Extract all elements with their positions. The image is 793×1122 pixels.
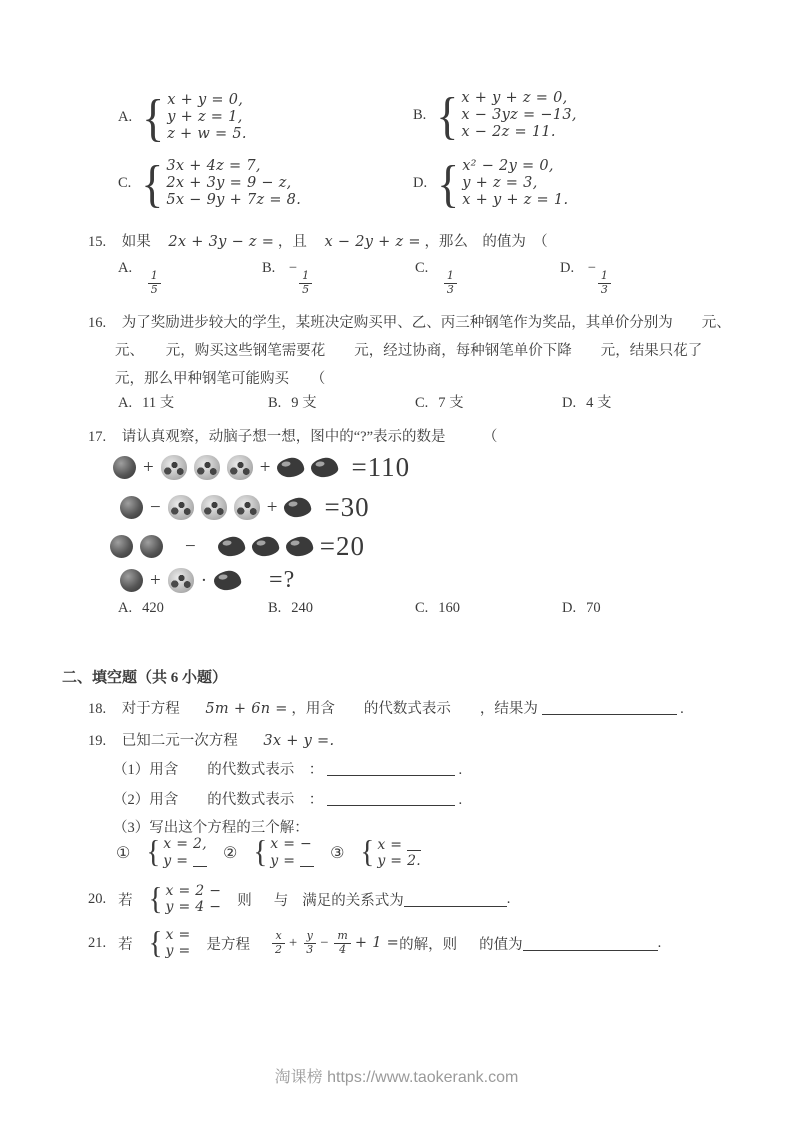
expression-tail: + 1 = (354, 935, 400, 951)
equation-line: 2x + 3y = 9 − z, (166, 175, 292, 191)
shoe-icon (217, 535, 246, 557)
puzzle-row-2 (120, 492, 370, 523)
answer-blank (404, 892, 507, 907)
fraction-denominator: 3 (306, 942, 314, 956)
fraction-denominator: 3 (600, 282, 608, 296)
fraction (334, 930, 350, 956)
minus-operator: − (320, 934, 329, 951)
q21-system (148, 924, 191, 961)
option-label: A. (118, 109, 133, 125)
option-label: C. (415, 260, 429, 276)
q15-option-c (415, 260, 457, 296)
option-label: D. (560, 260, 575, 276)
sub-text: （2）用含 的代数式表示 ： (113, 792, 324, 808)
stem-text: 元，那么甲种钢笔可能购买 （ (115, 371, 326, 387)
q19-sub1 (113, 758, 462, 779)
q14-option-b (413, 86, 577, 144)
question-number: 16. (88, 315, 107, 331)
shoe-icon (283, 496, 312, 518)
stem-text: 是方程 (206, 936, 251, 953)
stem-text: 已知二元一次方程 (121, 733, 238, 749)
solution-line: y = 2. (377, 853, 422, 869)
equation-line: y + z = 3, (462, 175, 538, 191)
option-label: B. (413, 107, 427, 123)
left-brace: { (360, 834, 375, 870)
shoe-icon (213, 569, 242, 591)
stem-text: 请认真观察，动脑子想一想，图中的“?”表示的数是 (121, 429, 446, 445)
option-label: B. (268, 395, 282, 411)
stem-text: 如果 (121, 234, 151, 250)
stem-text: ，且 (277, 234, 307, 250)
system-line: x = (165, 927, 191, 943)
q17-stem (88, 425, 497, 446)
solution-line: x = − (270, 836, 313, 852)
answer-blank (407, 836, 421, 851)
stem-period: . (506, 890, 511, 907)
q19-sub2 (113, 788, 462, 809)
stem-text: 的解，则 (399, 936, 458, 953)
solution-text: y = (270, 853, 296, 869)
equation-line: x² − 2y = 0, (462, 158, 554, 174)
q17-option-d (562, 600, 601, 617)
option-text: 70 (586, 600, 601, 616)
stem-text: ，用含 的代数式表示 ，结果为 (291, 701, 538, 717)
q18-stem (88, 697, 684, 718)
q15-option-a (118, 260, 161, 296)
q16-option-b (268, 391, 317, 412)
shoe-icon (276, 456, 305, 478)
q14-option-c (118, 154, 302, 212)
answer-blank (542, 700, 677, 715)
q15-options (0, 256, 793, 296)
minus-operator: − (185, 535, 196, 557)
system-line: y = (165, 943, 191, 959)
option-text: 11 支 (142, 395, 175, 411)
sub-period: . (458, 792, 463, 808)
system-line: y = 4 − (165, 899, 222, 915)
minus-operator: − (150, 496, 161, 518)
option-label: A. (118, 600, 133, 616)
equation-line: z + w = 5. (167, 126, 247, 142)
left-brace: { (148, 880, 163, 917)
fraction-denominator: 5 (150, 282, 158, 296)
q15-option-b (262, 260, 312, 296)
question-number: 18. (88, 701, 107, 717)
stem-text: 与 (273, 892, 289, 909)
stem-text: 若 (118, 936, 133, 953)
fraction-sign: − (587, 260, 596, 276)
plus-operator: + (259, 456, 271, 478)
plus-operator: + (150, 569, 161, 591)
option-label: C. (415, 395, 429, 411)
answer-blank (327, 761, 455, 776)
option-text: 4 支 (586, 395, 612, 411)
solution-line (163, 852, 207, 869)
option-label: D. (562, 600, 577, 616)
fraction-numerator: 1 (598, 270, 611, 284)
left-brace: { (141, 154, 164, 212)
option-label: B. (268, 600, 282, 616)
answer-blank (327, 791, 455, 806)
footer-site-url[interactable]: https://www.taokerank.com (327, 1069, 519, 1086)
solution-text: y = (163, 853, 189, 869)
q17-option-a (118, 600, 164, 617)
equation-line: 5x − 9y + 7z = 8. (166, 192, 302, 208)
stem-text: 若 (118, 892, 133, 909)
q21-stem (88, 922, 661, 964)
stem-text: 的值为 (479, 936, 523, 953)
answer-blank (193, 852, 207, 867)
dot-operator: · (200, 569, 208, 591)
fraction (272, 930, 285, 956)
q19-solutions (110, 836, 431, 869)
q16-option-a (118, 391, 174, 412)
fraction-numerator: 1 (444, 270, 457, 284)
answer-blank (300, 852, 314, 867)
dark-ball-icon (120, 569, 143, 592)
stem-math: 3x + y =. (263, 733, 335, 749)
yarn-ball-icon (227, 455, 253, 480)
q17-option-c (415, 600, 460, 617)
q16-options (0, 391, 793, 411)
fraction-denominator: 4 (339, 942, 347, 956)
q16-option-c (415, 391, 464, 412)
puzzle-result: =110 (351, 452, 411, 482)
solution-system-2 (253, 836, 314, 869)
question-number: 19. (88, 733, 107, 749)
stem-text: 则 (237, 892, 252, 909)
yarn-ball-icon (168, 495, 194, 520)
shoe-icon (310, 456, 339, 478)
option-label: D. (562, 395, 577, 411)
option-label: A. (118, 260, 133, 276)
left-brace: { (142, 88, 165, 146)
option-text: 9 支 (291, 395, 317, 411)
q19-stem (88, 729, 334, 750)
q20-stem (88, 880, 510, 918)
answer-blank (523, 936, 658, 951)
puzzle-result: =20 (319, 531, 365, 561)
stem-paren: （ (482, 429, 498, 445)
fraction-denominator: 5 (302, 282, 310, 296)
left-brace: { (146, 834, 161, 870)
option-label: C. (118, 175, 132, 191)
equation-line: x + y = 0, (167, 92, 244, 108)
stem-period: . (680, 701, 684, 717)
q21-expression (272, 930, 399, 956)
fraction-sign: − (288, 260, 298, 276)
solution-line: x = 2, (163, 836, 207, 852)
circled-number: ② (223, 844, 238, 862)
dark-ball-icon (110, 535, 133, 558)
q19-sub3 (113, 816, 309, 837)
shoe-icon (251, 535, 280, 557)
solution-line (270, 852, 314, 869)
dark-ball-icon (140, 535, 163, 558)
question-number: 17. (88, 429, 107, 445)
shoe-icon (285, 535, 314, 557)
dark-ball-icon (120, 496, 143, 519)
puzzle-row-4 (120, 567, 295, 594)
plus-operator: + (143, 456, 154, 478)
q16-line3 (115, 367, 325, 388)
plus-operator: + (289, 934, 298, 951)
stem-math: x − 2y + z = (324, 234, 421, 250)
stem-text: 为了奖励进步较大的学生，某班决定购买甲、乙、丙三种钢笔作为奖品，其单价分别为 元、 (121, 315, 731, 331)
puzzle-result: =? (269, 567, 296, 593)
solution-system-3 (360, 836, 421, 869)
sub-text: （1）用含 的代数式表示 ： (113, 762, 324, 778)
stem-math: 5m + 6n = (205, 701, 288, 717)
fraction-numerator: x (272, 930, 284, 944)
equation-line: y + z = 1, (167, 109, 243, 125)
q16-option-d (562, 391, 611, 412)
dark-ball-icon (113, 456, 136, 479)
fraction (148, 270, 161, 296)
q15-stem (88, 230, 548, 251)
option-label: A. (118, 395, 133, 411)
yarn-ball-icon (168, 568, 194, 593)
q15-option-d (560, 260, 611, 296)
sub-period: . (458, 762, 463, 778)
footer-site-name: 淘课榜 (274, 1069, 323, 1086)
yarn-ball-icon (161, 455, 187, 480)
solution-system-1 (146, 836, 207, 869)
option-text: 240 (291, 600, 314, 616)
yarn-ball-icon (194, 455, 220, 480)
puzzle-row-3 (110, 531, 365, 562)
section-title: 二、填空题（共 6 小题） (62, 670, 228, 686)
fraction-numerator: 1 (148, 270, 161, 284)
equation-line: x − 2z = 11. (461, 124, 556, 140)
stem-period: . (657, 934, 662, 951)
fraction-denominator: 3 (446, 282, 454, 296)
equation-line: 3x + 4z = 7, (166, 158, 261, 174)
option-text: 160 (438, 600, 461, 616)
fraction-numerator: y (304, 930, 316, 944)
equation-line: x − 3yz = −13, (461, 107, 577, 123)
question-number: 15. (88, 234, 107, 250)
option-label: C. (415, 600, 429, 616)
sub-text: （3）写出这个方程的三个解： (113, 820, 309, 836)
q16-line1 (88, 311, 731, 332)
option-text: 7 支 (438, 395, 464, 411)
q20-system (148, 880, 222, 917)
system-line: x = 2 − (165, 883, 222, 899)
left-brace: { (437, 154, 460, 212)
fraction (598, 270, 611, 296)
question-number: 21. (88, 934, 107, 951)
question-number: 20. (88, 890, 107, 907)
fraction-numerator: 1 (299, 270, 312, 284)
puzzle-result: =30 (324, 492, 370, 522)
fraction (303, 930, 316, 956)
fraction-denominator: 2 (275, 942, 283, 956)
fraction (299, 270, 312, 296)
solution-line (377, 836, 421, 853)
q17-option-b (268, 600, 313, 617)
circled-number: ① (116, 844, 131, 862)
solution-text: x = (377, 837, 403, 853)
q16-line2 (115, 339, 702, 360)
stem-math: 2x + 3y − z = (168, 234, 275, 250)
left-brace: { (436, 86, 459, 144)
circled-number: ③ (330, 844, 345, 862)
option-label: B. (262, 260, 276, 276)
option-text: 420 (142, 600, 164, 616)
equation-line: x + y + z = 1. (462, 192, 569, 208)
stem-text: ，那么 的值为 （ (424, 234, 548, 250)
footer (0, 1064, 793, 1087)
equation-line: x + y + z = 0, (461, 90, 568, 106)
fraction-numerator: m (334, 930, 350, 944)
stem-text: 元、 元，购买这些钢笔需要花 元，经过协商，每种钢笔单价下降 元，结果只花了 (115, 343, 703, 359)
q14-option-a (118, 88, 247, 146)
stem-text: 满足的关系式为 (302, 892, 404, 909)
left-brace: { (253, 834, 268, 870)
puzzle-row-1 (113, 452, 410, 483)
plus-operator: + (266, 496, 278, 518)
stem-text: 对于方程 (121, 701, 180, 717)
q14-option-d (413, 154, 569, 212)
yarn-ball-icon (234, 495, 260, 520)
option-label: D. (413, 175, 428, 191)
yarn-ball-icon (201, 495, 227, 520)
fraction (444, 270, 457, 296)
left-brace: { (148, 924, 163, 961)
q17-options (0, 600, 793, 620)
